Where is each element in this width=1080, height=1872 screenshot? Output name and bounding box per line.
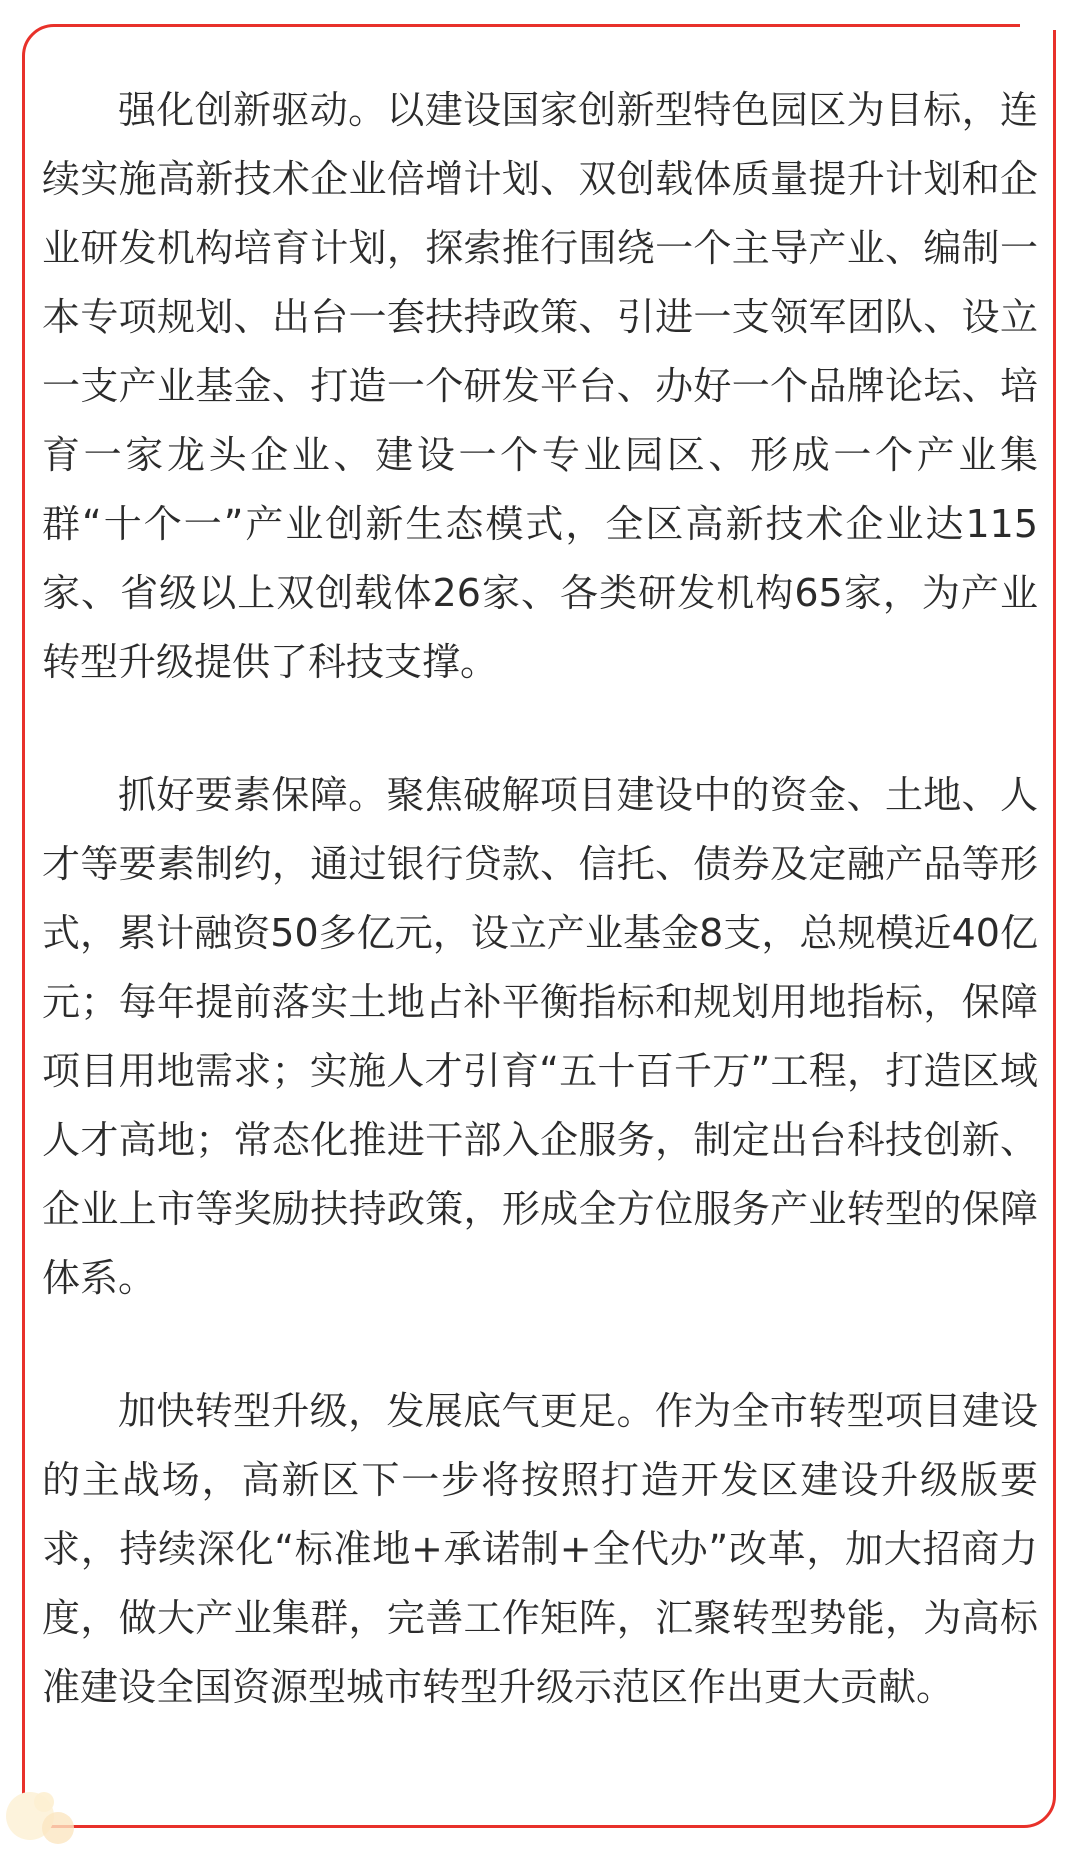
paragraph-factor-guarantee: 抓好要素保障。聚焦破解项目建设中的资金、土地、人才等要素制约，通过银行贷款、信托、债券及定融产品等形式，累计融资50多亿元，设立产业基金8支，总规模近40亿元；每年提前落实土地占补平衡指标和规划用地指标，保障项目用地需求；实施人才引育“五十百千万”工程，打造区域人才高地；常态化推进干部入企服务，制定出台科技创新、企业上市等奖励扶持政策，形成全方位服务产业转型的保障体系。: [42, 773, 1038, 1300]
article-body: [42, 76, 1038, 1786]
paragraph-transformation: 加快转型升级，发展底气更足。作为全市转型项目建设的主战场，高新区下一步将按照打造开发区建设升级版要求，持续深化“标准地+承诺制+全代办”改革，加大招商力度，做大产业集群，完善工作矩阵，汇聚转型势能，为高标准建设全国资源型城市转型升级示范区作出更大贡献。: [42, 1389, 1038, 1709]
circles-decoration-icon: [0, 1780, 90, 1850]
paragraph-innovation: 强化创新驱动。以建设国家创新型特色园区为目标，连续实施高新技术企业倍增计划、双创载体质量提升计划和企业研发机构培育计划，探索推行围绕一个主导产业、编制一本专项规划、出台一套扶持政策、引进一支领军团队、设立一支产业基金、打造一个研发平台、办好一个品牌论坛、培育一家龙头企业、建设一个专业园区、形成一个产业集群“十个一”产业创新生态模式，全区高新技术企业达115家、省级以上双创载体26家、各类研发机构65家，为产业转型升级提供了科技支撑。: [42, 88, 1038, 684]
frame-gap-top: [1020, 10, 1080, 30]
